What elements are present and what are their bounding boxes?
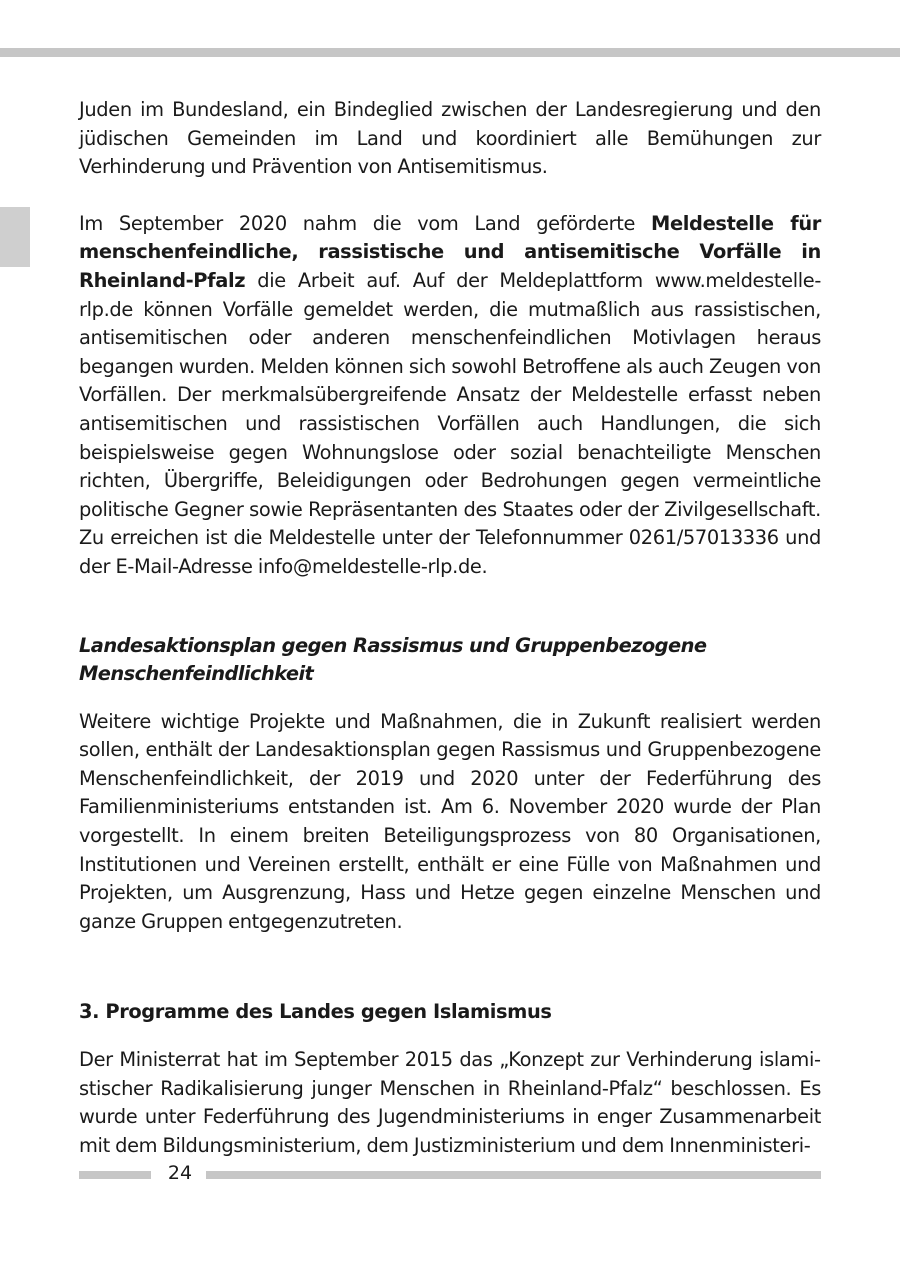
side-margin-tab bbox=[0, 207, 30, 267]
meldestelle-name: Meldestelle für menschenfeindliche, rassistische und antisemitische Vorfälle in Rheinland-Pfalz bbox=[79, 211, 821, 292]
meldestelle-paragraph-prefix: Im September 2020 nahm die vom Land geförderte bbox=[79, 211, 651, 235]
footer-rule-right bbox=[206, 1171, 821, 1179]
section-heading: 3. Programme des Landes gegen Islamismus bbox=[79, 1000, 552, 1024]
islamismus-paragraph: Der Ministerrat hat im September 2015 das „Konzept zur Verhinderung islamistischer Radikalisierung junger Menschen in Rheinland-Pfalz“ beschlossen. Es wurde unter Federführung des Jugendministeriums in enger Zusammenarbeit mit dem Bildungsministerium, dem Justizministerium und dem Innenministeri- bbox=[79, 1048, 821, 1157]
footer-rule-left bbox=[79, 1171, 151, 1179]
aktionsplan-paragraph: Weitere wichtige Projekte und Maßnahmen, die in Zukunft realisiert werden sollen, enthält der Landesaktionsplan gegen Rassismus und Gruppenbezogene Menschenfeindlichkeit, der 2019 und 2020 unter der Federführung des Familienministeriums entstanden ist. Am 6. November 2020 wurde der Plan vorgestellt. In einem breiten Beteiligungsprozess von 80 Organisationen, Institutionen und Vereinen erstellt, enthält er eine Fülle von Maßnahmen und Projekten, um Ausgrenzung, Hass und Hetze gegen einzelne Menschen und ganze Gruppen entgegenzutreten. bbox=[79, 709, 821, 933]
page-body bbox=[79, 96, 821, 1160]
aktionsplan-heading: Landesaktionsplan gegen Rassismus und Gruppenbezogene Menschenfeindlichkeit bbox=[79, 633, 707, 686]
top-rule bbox=[0, 48, 900, 57]
page-number: 24 bbox=[167, 1162, 193, 1184]
intro-paragraph: Juden im Bundesland, ein Bindeglied zwischen der Landesregierung und den jüdischen Gemeinden im Land und koordiniert alle Bemühungen zur Verhinderung und Prävention von Antisemitismus. bbox=[79, 98, 821, 179]
meldestelle-paragraph bbox=[79, 210, 821, 582]
meldestelle-paragraph-rest: die Arbeit auf. Auf der Meldeplattform www.meldestelle-rlp.de können Vorfälle gemeldet werden, die mutmaßlich aus rassistischen, antisemitischen oder anderen menschenfeindlichen Motivlagen heraus begangen wurden. Melden können sich sowohl Betroffene als auch Zeugen von Vorfällen. Der merkmalsübergreifende Ansatz der Meldestelle erfasst neben antisemitischen und rassistischen Vorfällen auch Handlungen, die sich beispielsweise gegen Wohnungslose oder sozial benachteiligte Menschen richten, Übergriffe, Beleidigungen oder Bedrohungen gegen vermeintliche politische Gegner sowie Repräsentanten des Staates oder der Zivilgesellschaft. Zu erreichen ist die Meldestelle unter der Telefonnummer 0261/57013336 und der E-Mail-Adresse info@meldestelle-rlp.de. bbox=[79, 268, 821, 578]
